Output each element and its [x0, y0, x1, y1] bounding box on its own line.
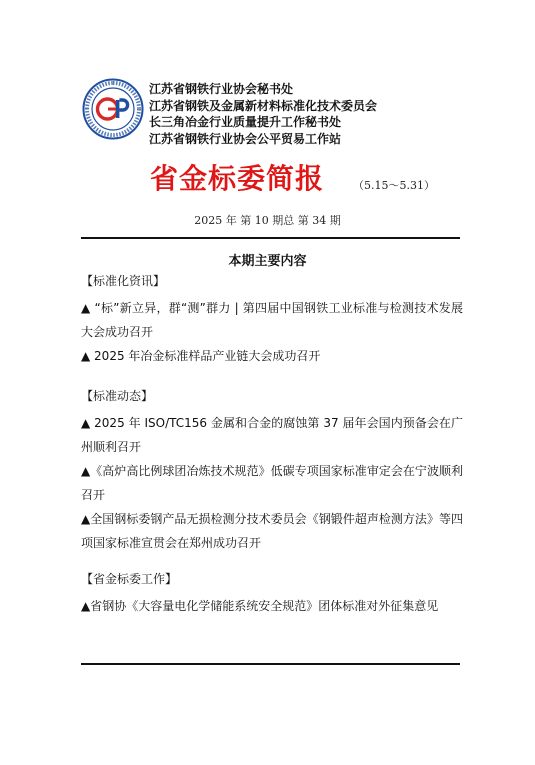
section-committee-work: [81, 571, 463, 618]
date-range: （5.15～5.31）: [353, 179, 435, 192]
contents-item[interactable]: ▲ 2025 年冶金标准样品产业链大会成功召开: [81, 349, 321, 363]
contents-item[interactable]: ▲ 2025 年 ISO/TC156 金属和合金的腐蚀第 37 届年会国内预备会在广州顺利召开: [81, 416, 463, 454]
section-title: 【省金标委工作】: [81, 572, 178, 586]
section-standardization-news: [81, 273, 463, 368]
organization-name: 江苏省钢铁及金属新材料标准化技术委员会: [149, 98, 378, 113]
bottom-divider: [81, 663, 460, 665]
issue-number: 2025 年 第 10 期总 第 34 期: [194, 214, 341, 227]
contents-heading: 本期主要内容: [228, 254, 307, 269]
section-standard-updates: [81, 388, 463, 555]
section-title: 【标准动态】: [81, 389, 154, 403]
contents-item[interactable]: ▲全国钢标委钢产品无损检测分技术委员会《钢锻件超声检测方法》等四项国家标准宣贯会在郑州成功召开: [81, 512, 463, 550]
organization-list: [149, 81, 377, 147]
contents-item[interactable]: ▲ “标”新立异，群“测”群力 | 第四届中国钢铁工业标准与检测技术发展大会成功召开: [81, 301, 463, 339]
organization-name: 江苏省钢铁行业协会公平贸易工作站: [149, 131, 342, 146]
organization-name: 长三角冶金行业质量提升工作秘书处: [149, 115, 342, 129]
top-divider: [81, 237, 460, 239]
association-seal-icon: [82, 78, 144, 140]
bulletin-title: 省金标委简报: [150, 162, 325, 195]
contents-item[interactable]: ▲《高炉高比例球团冶炼技术规范》低碳专项国家标准审定会在宁波顺利召开: [81, 464, 463, 502]
section-title: 【标准化资讯】: [81, 274, 166, 288]
contents-item[interactable]: ▲省钢协《大容量电化学储能系统安全规范》团体标准对外征集意见: [81, 599, 439, 613]
organization-name: 江苏省钢铁行业协会秘书处: [149, 82, 294, 96]
